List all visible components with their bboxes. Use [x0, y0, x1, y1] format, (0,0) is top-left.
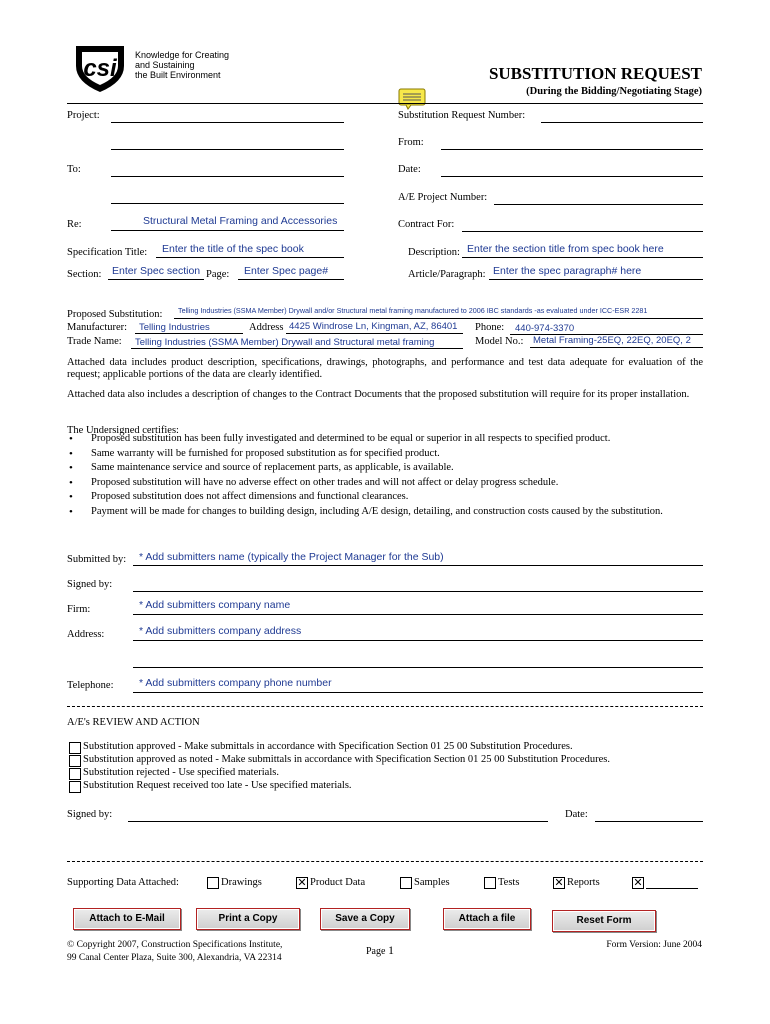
- proposed-label: Proposed Substitution:: [67, 309, 163, 320]
- model-no-underline: [530, 347, 703, 348]
- tests-label: Tests: [498, 877, 520, 888]
- spec-title-label: Specification Title:: [67, 247, 148, 258]
- check-x-icon: ✕: [297, 876, 307, 889]
- page-number: Page 1: [366, 943, 394, 957]
- firm-field[interactable]: * Add submitters company name: [139, 599, 291, 611]
- copyright-address: 99 Canal Center Plaza, Suite 300, Alexandria, VA 22314: [67, 953, 282, 963]
- review-rejected-checkbox[interactable]: [69, 768, 81, 780]
- csi-tagline: Knowledge for Creating and Sustaining the Built Environment: [135, 50, 230, 80]
- submitted-by-label: Submitted by:: [67, 554, 127, 565]
- check-x-icon: ✕: [633, 876, 643, 889]
- review-date-label: Date:: [565, 809, 588, 820]
- project-label: Project:: [67, 110, 100, 121]
- spec-title-field[interactable]: Enter the title of the spec book: [162, 243, 304, 255]
- model-no-field[interactable]: Metal Framing-25EQ, 22EQ, 20EQ, 2: [533, 335, 691, 346]
- page-underline: [238, 279, 344, 280]
- section-underline: [108, 279, 204, 280]
- article-field[interactable]: Enter the spec paragraph# here: [493, 265, 642, 277]
- contract-for-label: Contract For:: [398, 219, 455, 230]
- description-underline: [462, 257, 703, 258]
- other-field[interactable]: [646, 888, 698, 889]
- review-option: Substitution Request received too late - Use specified materials.: [83, 780, 352, 791]
- note-comment-icon[interactable]: [398, 88, 426, 110]
- phone-label: Phone:: [475, 322, 505, 333]
- list-item: • Proposed substitution will have no adverse effect on other trades and will not affect or delay progress schedule.: [67, 476, 703, 491]
- supporting-label: Supporting Data Attached:: [67, 877, 179, 888]
- samples-label: Samples: [414, 877, 450, 888]
- address-submitter-field-2[interactable]: [133, 667, 703, 668]
- request-number-field[interactable]: [541, 122, 703, 123]
- copyright-text: © Copyright 2007, Construction Specifications Institute,: [67, 940, 283, 950]
- page-label: Page:: [206, 269, 230, 280]
- review-approved-checkbox[interactable]: [69, 742, 81, 754]
- review-option: Substitution rejected - Use specified materials.: [83, 767, 279, 778]
- address-field[interactable]: 4425 Windrose Ln, Kingman, AZ, 86401: [289, 321, 458, 332]
- section-divider: [67, 861, 703, 862]
- from-label: From:: [398, 137, 424, 148]
- to-label: To:: [67, 164, 81, 175]
- section-divider: [67, 706, 703, 707]
- review-approved-noted-checkbox[interactable]: [69, 755, 81, 767]
- list-item: • Same warranty will be furnished for proposed substitution as for specified product.: [67, 447, 703, 462]
- reset-form-button[interactable]: Reset Form: [552, 910, 656, 932]
- page-field[interactable]: Enter Spec page#: [244, 265, 329, 277]
- spec-title-underline: [156, 257, 344, 258]
- phone-field[interactable]: 440-974-3370: [515, 323, 575, 334]
- address-submitter-underline: [133, 640, 703, 641]
- list-item: • Proposed substitution has been fully investigated and determined to be equal or superior in all respects to specified product.: [67, 432, 703, 447]
- attached-changes-paragraph: Attached data also includes a description of changes to the Contract Documents that the proposed substitution will require for its proper installation.: [67, 389, 690, 400]
- date-field[interactable]: [441, 176, 703, 177]
- review-signed-by-field[interactable]: [128, 821, 548, 822]
- svg-text:csi: csi: [83, 55, 117, 82]
- attach-to-email-button[interactable]: Attach to E-Mail: [73, 908, 181, 930]
- re-label: Re:: [67, 219, 82, 230]
- submitted-by-field[interactable]: * Add submitters name (typically the Project Manager for the Sub): [139, 551, 444, 563]
- proposed-underline: [174, 318, 703, 319]
- contract-for-field[interactable]: [462, 231, 703, 232]
- manufacturer-label: Manufacturer:: [67, 322, 128, 333]
- check-x-icon: ✕: [554, 876, 564, 889]
- review-option: Substitution approved as noted - Make submittals in accordance with Specification Section 01 25 00 Substitution Procedures.: [83, 754, 610, 765]
- re-field[interactable]: Structural Metal Framing and Accessories: [143, 215, 338, 227]
- attached-data-paragraph: Attached data includes product description, specifications, drawings, photographs, and performance and test data adequate for evaluation of the request; applicable portions of the data are clearly identified.: [67, 357, 703, 380]
- product-data-label: Product Data: [310, 877, 366, 888]
- description-label: Description:: [408, 247, 460, 258]
- samples-checkbox[interactable]: [400, 877, 412, 889]
- save-copy-button[interactable]: Save a Copy: [320, 908, 410, 930]
- attach-file-button[interactable]: Attach a file: [443, 908, 531, 930]
- review-option: Substitution approved - Make submittals in accordance with Specification Section 01 25 00 Substitution Procedures.: [83, 741, 573, 752]
- other-checkbox[interactable]: [632, 877, 644, 889]
- review-date-field[interactable]: [595, 821, 703, 822]
- address-label: Address: [249, 322, 284, 333]
- to-field[interactable]: [111, 176, 344, 177]
- signed-by-label: Signed by:: [67, 579, 113, 590]
- address-submitter-field[interactable]: * Add submitters company address: [139, 625, 302, 637]
- trade-name-underline: [131, 348, 463, 349]
- signed-by-field[interactable]: [133, 591, 703, 592]
- product-data-checkbox[interactable]: [296, 877, 308, 889]
- section-field[interactable]: Enter Spec section: [112, 265, 201, 277]
- proposed-field[interactable]: Telling Industries (SSMA Member) Drywall and/or Structural metal framing manufactured to 2006 IBC standards -as evaluated under ICC-ESR 2281: [178, 306, 648, 315]
- article-label: Article/Paragraph:: [408, 269, 486, 280]
- drawings-label: Drawings: [221, 877, 262, 888]
- date-label: Date:: [398, 164, 421, 175]
- firm-label: Firm:: [67, 604, 91, 615]
- submitted-by-underline: [133, 565, 703, 566]
- header-rule: [67, 103, 703, 104]
- review-heading: A/E's REVIEW AND ACTION: [67, 717, 200, 728]
- certifications-list: [67, 432, 703, 519]
- list-item: • Payment will be made for changes to building design, including A/E design, detailing, and construction costs caused by the substitution.: [67, 505, 703, 520]
- list-item: • Same maintenance service and source of replacement parts, as applicable, is available.: [67, 461, 703, 476]
- certifies-heading: The Undersigned certifies:: [67, 425, 179, 436]
- project-field[interactable]: [111, 122, 344, 123]
- form-title: SUBSTITUTION REQUEST: [488, 64, 702, 83]
- reports-checkbox[interactable]: [553, 877, 565, 889]
- reports-label: Reports: [567, 877, 600, 888]
- section-label: Section:: [67, 269, 102, 280]
- manufacturer-field[interactable]: Telling Industries: [139, 322, 210, 333]
- telephone-field[interactable]: * Add submitters company phone number: [139, 677, 332, 689]
- article-underline: [489, 279, 703, 280]
- trade-name-field[interactable]: Telling Industries (SSMA Member) Drywall and Structural metal framing: [135, 337, 435, 348]
- address-submitter-label: Address:: [67, 629, 105, 640]
- tests-checkbox[interactable]: [484, 877, 496, 889]
- review-signed-by-label: Signed by:: [67, 809, 113, 820]
- list-item: • Proposed substitution does not affect dimensions and functional clearances.: [67, 490, 703, 505]
- form-subtitle: (During the Bidding/Negotiating Stage): [526, 86, 702, 97]
- project-field-2[interactable]: [111, 149, 344, 150]
- trade-name-label: Trade Name:: [67, 336, 122, 347]
- to-field-2[interactable]: [111, 203, 344, 204]
- csi-logo: [70, 42, 130, 94]
- print-copy-button[interactable]: Print a Copy: [196, 908, 300, 930]
- review-too-late-checkbox[interactable]: [69, 781, 81, 793]
- model-no-label: Model No.:: [475, 336, 524, 347]
- address-underline: [286, 333, 463, 334]
- firm-underline: [133, 614, 703, 615]
- ae-project-number-label: A/E Project Number:: [398, 192, 488, 203]
- form-version: Form Version: June 2004: [606, 940, 702, 950]
- telephone-label: Telephone:: [67, 680, 114, 691]
- manufacturer-underline: [135, 333, 243, 334]
- description-field[interactable]: Enter the section title from spec book here: [467, 243, 664, 255]
- ae-project-number-field[interactable]: [494, 204, 703, 205]
- re-underline: [111, 230, 344, 231]
- request-number-label: Substitution Request Number:: [398, 110, 526, 121]
- drawings-checkbox[interactable]: [207, 877, 219, 889]
- from-field[interactable]: [441, 149, 703, 150]
- telephone-underline: [133, 692, 703, 693]
